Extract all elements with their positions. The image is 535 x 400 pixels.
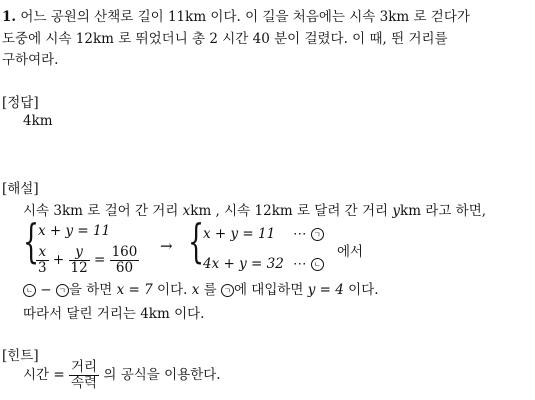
circled-giyeok-icon: ㄱ [221, 284, 234, 297]
frac-x-3: $\frac{x}{3}$ [38, 244, 47, 276]
explanation-conclusion: 따라서 달린 거리는 4km 이다. [23, 306, 205, 322]
system2-label1: ⋯ ㄱ [293, 226, 324, 242]
frac-distance-speed: $\frac{\text{거리}}{\text{속력}}$ [70, 359, 98, 391]
var-y: y [392, 203, 401, 219]
problem-line-3: 구하여라. [2, 52, 59, 68]
circled-giyeok-icon: ㄱ [311, 228, 324, 241]
system2-suffix: 에서 [337, 244, 364, 260]
explanation-intro: 시속 3km 로 걸어 간 거리 xkm , 시속 12km 로 달려 간 거리 ykm 라고 하면, [23, 203, 487, 219]
explanation-header: [해설] [2, 181, 39, 197]
system2-eq2: 4x + y = 32 [203, 256, 284, 272]
circled-giyeok-icon: ㄱ [56, 284, 69, 297]
system1-eq2: $\frac{x}{3}$ + $\frac{y}{12}$ = $\frac{160}{60}$ [38, 244, 138, 276]
problem-number: 1. [2, 9, 17, 25]
answer-header: [정답] [2, 95, 39, 111]
system2-eq1: x + y = 11 [203, 226, 276, 242]
hint-formula: 시간 = $\frac{\text{거리}}{\text{속력}}$ 의 공식을 이용한다. [23, 359, 221, 391]
explanation-step: ㄴ − ㄱ 을 하면 x = 7 이다. x 를 ㄱ 에 대입하면 y = 4 이다. [23, 278, 379, 298]
system1-brace: { [23, 214, 40, 268]
circled-nieun-icon: ㄴ [23, 284, 36, 297]
problem-text-1: 어느 공원의 산책로 길이 11km 이다. 이 길을 처음에는 시속 3km 로 걷다가 [20, 9, 470, 25]
problem-line-2: 도중에 시속 12km 로 뛰었더니 총 2 시간 40 분이 걸렸다. 이 때, 뛴 거리를 [2, 31, 448, 47]
hint-header: [힌트] [2, 348, 39, 364]
answer-value: 4km [23, 113, 53, 129]
system2-brace: { [188, 214, 205, 268]
system1-eq1: x + y = 11 [38, 223, 111, 239]
system2-label2: ⋯ ㄴ [293, 256, 324, 272]
var-x: x [182, 203, 191, 219]
arrow-icon: → [160, 237, 173, 255]
frac-160-60: $\frac{160}{60}$ [111, 244, 138, 276]
frac-y-12: $\frac{y}{12}$ [70, 244, 88, 276]
problem-line-1 [2, 5, 470, 25]
circled-nieun-icon: ㄴ [311, 258, 324, 271]
